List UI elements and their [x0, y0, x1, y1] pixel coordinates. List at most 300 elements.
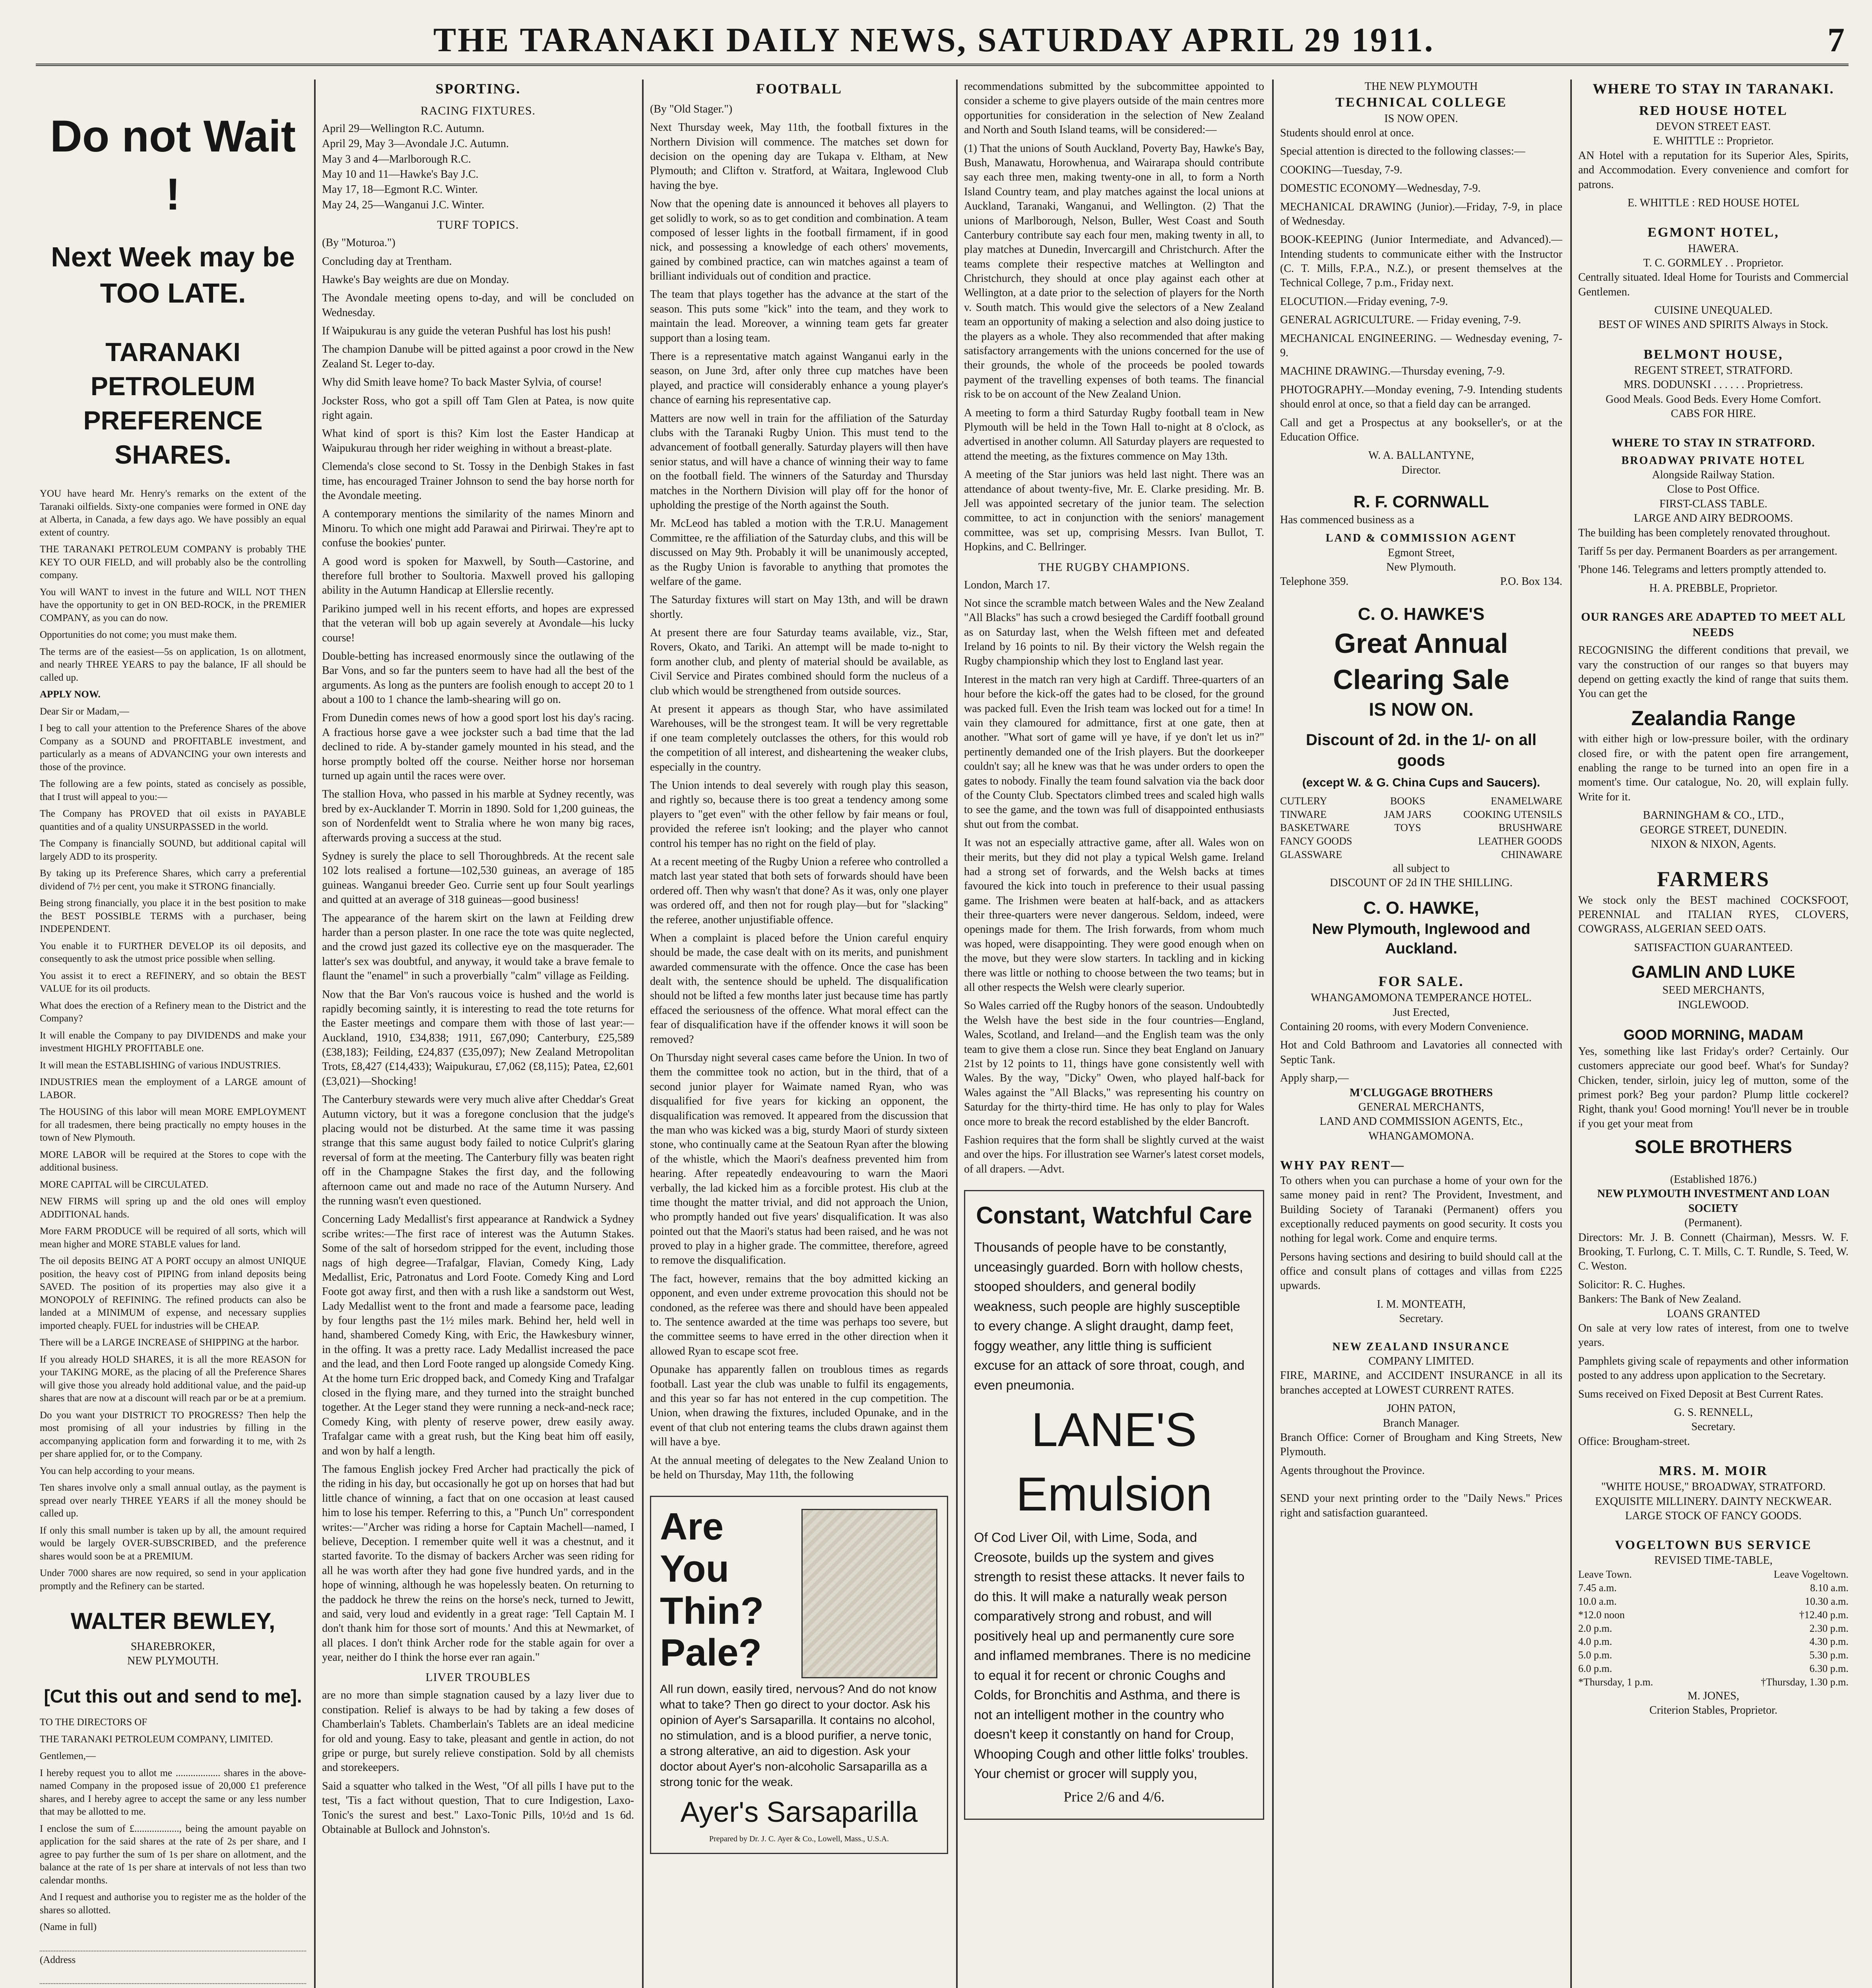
lanes-name: LANE'S	[1031, 1403, 1197, 1457]
rent-body2: Persons having sections and desiring to build should call at the office and consult plans of cottages and villas from £225 upwards.	[1280, 1250, 1562, 1292]
goods-item: TINWARE	[1280, 808, 1327, 820]
column-football	[650, 80, 948, 1988]
bus-time: 8.10 a.m.	[1810, 1582, 1849, 1594]
goods-item: BASKETWARE	[1280, 822, 1350, 834]
hawke-sale-line1: Great Annual	[1334, 627, 1508, 659]
cornwall-box: P.O. Box 134.	[1500, 575, 1562, 588]
article-paragraph: At present there are four Saturday teams available, viz., Star, Rovers, Okato, and Tariki. An attempt will be made to-night to form another club, and plenty of material should be available, as Civil Service and Pirates combined should form the nucleus of a club which would be strengthened from outside sources.	[650, 627, 948, 697]
for-sale-agent-title: GENERAL MERCHANTS,	[1358, 1101, 1484, 1113]
ad-paragraph: It will mean the ESTABLISHING of various INDUSTRIES.	[40, 1060, 281, 1071]
for-sale-rooms: Containing 20 rooms, with every Modern Convenience.	[1280, 1021, 1529, 1033]
egmont-wines: BEST OF WINES AND SPIRITS Always in Stock.	[1598, 318, 1828, 331]
article-paragraph: At the annual meeting of delegates to the New Zealand Union to be held on Thursday, May 11th, the following	[650, 1454, 948, 1481]
signature-title: SHAREBROKER,	[130, 1640, 215, 1653]
red-house-prop: E. WHITTLE :: Proprietor.	[1653, 135, 1774, 148]
form-paragraph: I hereby request you to allot me .................. shares in the above-named Company in the proposed issue of 20,000 £1 preference shares, and I hereby agree to accept the same or any less number that may be allotted to me.	[40, 1767, 306, 1817]
tech-call: Call and get a Prospectus at any bookseller's, or at the Education Office.	[1280, 416, 1562, 443]
hawke-discount: Discount of 2d. in the 1/- on all goods	[1306, 731, 1537, 769]
constant-care-heading: Constant, Watchful Care	[976, 1202, 1252, 1229]
for-sale-apply: Apply sharp,—	[1280, 1072, 1349, 1085]
ad-question: You	[660, 1547, 729, 1590]
bus-row	[1578, 1635, 1849, 1648]
ad-paragraph: You enable it to FURTHER DEVELOP its oil deposits, and consequently to ask the utmost price possible when selling.	[40, 940, 306, 965]
article-paragraph: A good word is spoken for Maxwell, by South—Castorine, and therefore full brother to Soultoria. Maxwell proved his galloping ability in the Autumn Handicap at Ellerslie recently.	[322, 555, 634, 597]
npi-body: On sale at very low rates of interest, from one to twelve years.	[1578, 1322, 1849, 1349]
lanes-price: Price 2/6 and 4/6.	[1063, 1788, 1165, 1805]
cornwall-name: R. F. CORNWALL	[1353, 492, 1489, 511]
sole-brothers-name: SOLE BROTHERS	[1634, 1136, 1792, 1157]
article-paragraph: So Wales carried off the Rugby honors of the season. Undoubtedly the Welsh have the best side in the four countries—England, Wales, Scotland, and Ireland—and the English team was the only team to give them a close run. Since they beat England on January 21st by 12 points to 11, things have gone consistently well with Wales. By the way, "Dicky" Owen, who played half-back for Wales against the "All Blacks," was representing his country on Saturday for the thirty-third time. He has only to play for Wales once more to break the record established by the elder Bancroft.	[964, 1000, 1264, 1128]
nz-agents: Agents throughout the Province.	[1280, 1464, 1425, 1477]
class-item: MECHANICAL ENGINEERING. — Wednesday evening, 7-9.	[1280, 332, 1562, 359]
article-paragraph: Concluding day at Trentham.	[322, 255, 452, 268]
article-paragraph: Not since the scramble match between Wales and the New Zealand "All Blacks" has such a crowd besieged the Cardiff football ground as on Saturday last, when the Welsh fifteen met and defeated Ireland by 16 points to nil. By their victory the Welsh regain the Rugby championship which they lost to England last year.	[964, 597, 1264, 668]
article-paragraph: On Thursday night several cases came before the Union. In two of them the committee took no action, but in the third, that of a second junior player for Waimate named Ryan, who was disqualified for five years for kicking an opponent, the disqualification was removed. It appeared from the discussion that the man who was kicked was a big, sturdy Maori of sturdy sixteen stone, who continually came at the Seatoun Ryan after the blowing of the whistle, which the Maori's deafness prevented him from hearing. After repeatedly endeavouring to warn the Maori verbally, the lad kicked him as a forcible protest. His club at the time thought the matter trivial, and did not approach the Union, who promptly handed out five years' disqualification. It was also pointed out that the Maori's status had been raised, and he was not proved to play in a higher grade. The committee, therefore, agreed to remove the disqualification.	[650, 1052, 948, 1267]
npi-permanent: (Permanent).	[1684, 1217, 1742, 1229]
npi-loans: LOANS GRANTED	[1666, 1307, 1760, 1320]
ayers-sarsaparilla-ad	[650, 1496, 948, 1854]
ad-question: Are	[660, 1505, 724, 1548]
bus-time: 6.30 p.m.	[1809, 1663, 1849, 1675]
emulsion-name: Emulsion	[1016, 1468, 1212, 1521]
ayers-maker: Prepared by Dr. J. C. Ayer & Co., Lowell, Mass., U.S.A.	[709, 1834, 889, 1843]
headline-do-not-wait: Do not Wait !	[50, 111, 296, 219]
fixture-item: April 29, May 3—Avondale J.C. Autumn.	[322, 138, 509, 150]
red-house-footer: E. WHITTLE : RED HOUSE HOTEL	[1628, 196, 1799, 209]
farmers-body: We stock only the BEST machined COCKSFOOT, PERENNIAL and ITALIAN RYES, CLOVERS, COWGRASS, ALGERIAN SEED OATS.	[1578, 894, 1849, 936]
goods-item: CUTLERY	[1280, 795, 1327, 807]
for-sale-baths: Hot and Cold Bathroom and Lavatories all connected with Septic Tank.	[1280, 1039, 1562, 1066]
bus-header-row	[1578, 1568, 1849, 1581]
cornwall-town: New Plymouth.	[1386, 561, 1456, 573]
tech-director-title: Director.	[1401, 464, 1441, 476]
broadway-body: The building has been completely renovated throughout.	[1578, 526, 1830, 539]
article-paragraph: At present it appears as though Star, who have assimilated Warehouses, will be the strongest team. It will be very regrettable if one team completely outclasses the others, for this would rob the competition of all interest, and disheartening the weaker clubs, especially in the country.	[650, 703, 948, 773]
cornwall-telephone: Telephone 359.	[1280, 575, 1349, 588]
belmont-prop: MRS. DODUNSKI . . . . . . Proprietress.	[1624, 379, 1803, 391]
article-paragraph: Opunake has apparently fallen on troublous times as regards football. Last year the club was unable to fulfil its engagements, and this year so far has not entered in the cup competition. The Union, when drawing the fixtures, included Opunake, and in the event of that club not entering teams the clubs drawn against them will have a bye.	[650, 1363, 948, 1448]
ad-paragraph: What does the erection of a Refinery mean to the District and the Company?	[40, 1000, 306, 1024]
form-paragraph: And I request and authorise you to register me as the holder of the shares so allotted.	[40, 1892, 306, 1916]
bus-col-header: Leave Town.	[1578, 1569, 1632, 1580]
goods-item: CHINAWARE	[1501, 848, 1562, 860]
fixture-item: May 10 and 11—Hawke's Bay J.C.	[322, 168, 479, 181]
egmont-body: Centrally situated. Ideal Home for Tourists and Commercial Gentlemen.	[1578, 271, 1849, 298]
npi-solicitor: Solicitor: R. C. Hughes.	[1578, 1278, 1686, 1291]
tech-heading: THE NEW PLYMOUTH	[1364, 80, 1478, 93]
npi-established: (Established 1876.)	[1670, 1173, 1757, 1186]
nz-heading2: COMPANY LIMITED.	[1368, 1355, 1474, 1368]
turf-topics-heading: TURF TOPICS.	[437, 218, 519, 232]
technical-college-ad	[1280, 80, 1562, 478]
class-item: COOKING—Tuesday, 7-9.	[1280, 163, 1403, 176]
fashion-advt: Fashion requires that the form shall be slightly curved at the waist and over the hips. For illustration see Warner's latest corset models, of all drapers. —Advt.	[964, 1134, 1264, 1175]
bus-note: *Thursday, 1 p.m.	[1578, 1676, 1653, 1688]
article-paragraph: What kind of sport is this? Kim lost the Easter Handicap at Waipukurau through her rider weighing in without a breast-plate.	[322, 427, 634, 454]
ad-paragraph: Being strong financially, you place it in the best position to make the BEST POSSIBLE TERMS with a purchaser, being INDEPENDENT.	[40, 898, 306, 935]
description-field-label	[40, 1986, 306, 1988]
for-sale-agent: M'CLUGGAGE BROTHERS	[1349, 1086, 1493, 1099]
ad-paragraph: The terms are of the easiest—5s on application, 1s on allotment, and nearly THREE YEARS to pay the balance, IF all should be called up.	[40, 646, 306, 683]
column-rugby	[964, 80, 1264, 1988]
hawke-subject: all subject to	[1393, 862, 1450, 875]
tech-college-name: TECHNICAL COLLEGE	[1335, 95, 1507, 110]
form-paragraph: I enclose the sum of £.................., being the amount payable on application for the said shares at the rate of 2s per share, and I agree to pay further the sum of 1s per share on allotment, and the balance at the rate of 1s per share at intervals of not less than two calendar months.	[40, 1823, 306, 1886]
article-paragraph: There is a representative match against Wanganui early in the season, on June 3rd, after only three cup matches have been played, and practice will considerably enhance a young player's chance of earning his representative cap.	[650, 350, 948, 406]
bus-time: 7.45 a.m.	[1578, 1582, 1617, 1594]
column-rule	[314, 80, 316, 1988]
article-paragraph: The champion Danube will be pitted against a poor crowd in the New Zealand St. Leger to-day.	[322, 343, 634, 370]
bus-time: 5.0 p.m.	[1578, 1649, 1612, 1661]
article-paragraph: recommendations submitted by the subcommittee appointed to consider a scheme to give players outside of the main centres more opportunities for consideration in the selection of New Zealand and North and South Island teams, will be considered:—	[964, 80, 1264, 136]
bus-time: 4.0 p.m.	[1578, 1636, 1612, 1648]
bus-time: 2.30 p.m.	[1809, 1622, 1849, 1634]
broadway-location: Alongside Railway Station.	[1652, 469, 1775, 481]
goods-item: COOKING UTENSILS	[1463, 808, 1562, 820]
good-morning-body: Yes, something like last Friday's order? Certainly. Our customers appreciate our good beef. What's for Sunday? Chicken, tender, sirloin, juicy leg of mutton, some of the primest pork? Beg your pardon? Plump little cockerel? Right, thank you! Good morning! You'll never be in trouble if you get your meat from	[1578, 1045, 1849, 1130]
moir-trade: EXQUISITE MILLINERY. DAINTY NECKWEAR.	[1595, 1495, 1832, 1508]
hawke-name: C. O. HAWKE'S	[1358, 604, 1485, 624]
nz-heading1: NEW ZEALAND INSURANCE	[1332, 1340, 1510, 1353]
npi-secretary-title: Secretary.	[1691, 1421, 1736, 1433]
column-rule	[1272, 80, 1274, 1988]
broadway-prop: H. A. PREBBLE, Proprietor.	[1649, 582, 1778, 594]
liver-troubles-heading: LIVER TROUBLES	[425, 1671, 531, 1684]
ayers-body: All run down, easily tired, nervous? And do not know what to take? Then go direct to your doctor. Ask his opinion of Ayer's Sarsaparilla. It contains no alcohol, no stimulation, and is a blood purifier, a nerve tonic, a strong alterative, an aid to digestion. Ask your doctor about Ayer's non-alcoholic Sarsaparilla as a strong tonic for the weak.	[660, 1683, 937, 1789]
goods-item: BRUSHWARE	[1498, 822, 1562, 834]
red-house-body: AN Hotel with a reputation for its Superior Ales, Spirits, and Accommodation. Every convenience and comfort for patrons.	[1578, 149, 1849, 191]
form-gentlemen: Gentlemen,—	[40, 1751, 96, 1762]
ad-paragraph: MORE LABOR will be required at the Stores to cope with the additional business.	[40, 1149, 306, 1173]
why-pay-rent-ad	[1280, 1157, 1562, 1326]
form-company: THE TARANAKI PETROLEUM COMPANY, LIMITED.	[40, 1734, 273, 1745]
farmers-guarantee: SATISFACTION GUARANTEED.	[1634, 941, 1793, 954]
goods-item: FANCY GOODS	[1280, 835, 1352, 847]
ranges-address: GEORGE STREET, DUNEDIN.	[1640, 823, 1787, 836]
goods-item: LEATHER GOODS	[1478, 835, 1562, 847]
bus-prop: M. JONES,	[1688, 1689, 1739, 1702]
hawke-sale-line2: Clearing Sale	[1333, 664, 1509, 695]
lanes-body: Of Cod Liver Oil, with Lime, Soda, and Creosote, builds up the system and gives strength to resist these attacks. It never fails to do this. It will make a naturally weak person comparatively strong and robust, and will positively heal up and permanently cure sore and inflamed membranes. There is no medicine to equal it for recent or chronic Coughs and Colds, for Bronchitis and Asthma, and there is not an intelligent mother in the country who doesn't keep it constantly on hand for Croup, Whooping Cough and other little folks' troubles. Your chemist or grocer will supply you,	[974, 1530, 1251, 1781]
ad-paragraph: I beg to call your attention to the Preference Shares of the above Company as a SOUND and PROFITABLE investment, and particularly as a means of ADVANCING your own interests and those of the province.	[40, 723, 306, 773]
signature-name: WALTER BEWLEY,	[70, 1608, 275, 1635]
nz-insurance-ad	[1280, 1340, 1562, 1478]
npi-name: NEW PLYMOUTH INVESTMENT AND LOAN SOCIETY	[1597, 1188, 1830, 1215]
bus-time: 10.0 a.m.	[1578, 1596, 1617, 1607]
page-number: 7	[1827, 21, 1845, 59]
hawke-towns: New Plymouth, Inglewood and Auckland.	[1312, 920, 1531, 957]
hawke-discount2: DISCOUNT OF 2d IN THE SHILLING.	[1330, 877, 1513, 889]
bus-time: †12.40 p.m.	[1799, 1609, 1849, 1621]
for-sale-heading: FOR SALE.	[1378, 973, 1464, 990]
bus-row	[1578, 1608, 1849, 1622]
good-morning-heading: GOOD MORNING, MADAM	[1624, 1027, 1803, 1043]
bus-subheading: REVISED TIME-TABLE,	[1654, 1554, 1773, 1567]
column-petroleum-ad	[40, 80, 306, 1988]
broadway-rooms: LARGE AND AIRY BEDROOMS.	[1633, 512, 1793, 525]
article-paragraph: The Union intends to deal severely with rough play this season, and rightly so, because there is too great a tendency among some players to "get even" with the other fellow by fair means or foul, provided the referee isn't looking; and the player who cannot control his temper has no right on the field of play.	[650, 779, 948, 850]
gamlin-luke-name: GAMLIN AND LUKE	[1631, 962, 1795, 982]
article-paragraph: Mr. McLeod has tabled a motion with the T.R.U. Management Committee, re the affiliation of the Saturday clubs, and this will be discussed on May 9th. Probably it will be unanimously accepted, as the Rugby Union is favorable to anything that promotes the welfare of the game.	[650, 517, 948, 588]
bus-service-heading: VOGELTOWN BUS SERVICE	[1615, 1538, 1812, 1552]
ad-paragraph: MORE CAPITAL will be CIRCULATED.	[40, 1179, 209, 1190]
article-paragraph: (1) That the unions of South Auckland, Poverty Bay, Hawke's Bay, Bush, Manawatu, Horowhenua, and Wairarapa should contribute say each three men, making twenty-one in all, to form a North Island Country team, and play matches against the local unions at Auckland, Taranaki, Wanganui, and Wellington. (2) That the unions of Marlborough, Nelson, Buller, West Coast and South Canterbury contribute say each four men, making twenty in all, to play matches at Dunedin, Invercargill and Christchurch. After the teams complete their respective matches at Wellington and Christchurch, they should at once play against each other at Wellington, at a date prior to the selection of players for the North v. South match. This would give the selectors of a New Zealand team an opportunity of making a selection and also doing justice to the players as a whole. They also recommended that after making satisfactory arrangements with the unions concerned for the use of their grounds, the whole of the proceeds be pooled towards payment of the travelling expenses of both teams. The financial risk to be on account of the New Zealand Union.	[964, 142, 1264, 401]
article-paragraph: It was not an especially attractive game, after all. Wales won on their merits, but they did not play a typical Welsh game. Ireland had a strong set of forwards, and the Welsh backs at times favoured the kick into touch in preference to their usual passing game. The Irishmen were beaten at half-back, and as attackers their three-quarters were never dangerous. Seldom, indeed, were openings made for them. The Irish forwards, from whom much was hoped, were disappointing. They were good enough when on the move, but they were slow starters. In tackling and in kicking there was little or nothing to choose between the two teams; but in all other respects the Welsh were clearly superior.	[964, 837, 1264, 994]
article-paragraph: The fact, however, remains that the boy admitted kicking an opponent, and even under extreme provocation this should not be condoned, as the referee was there and should have been appealed to. The sentence awarded at the time was perhaps too severe, but the committee seems to have erred in the other direction when it allowed Ryan to escape scot free.	[650, 1272, 948, 1357]
belmont-house-name: BELMONT HOUSE,	[1643, 347, 1783, 362]
egmont-prop: T. C. GORMLEY . . Proprietor.	[1643, 256, 1784, 269]
belmont-body: Good Meals. Good Beds. Every Home Comfort.	[1605, 393, 1822, 406]
ad-question: Thin?	[660, 1589, 764, 1632]
stratford-heading: WHERE TO STAY IN STRATFORD.	[1612, 436, 1815, 449]
cornwall-ad	[1280, 491, 1562, 589]
cornwall-street: Egmont Street,	[1388, 546, 1455, 559]
nz-branch: Branch Office: Corner of Brougham and King Streets, New Plymouth.	[1280, 1431, 1562, 1458]
ad-paragraph: The Company has PROVED that oil exists in PAYABLE quantities and of a quality UNSURPASSED in the world.	[40, 808, 306, 832]
tech-director: W. A. BALLANTYNE,	[1368, 449, 1474, 462]
nz-manager-title: Branch Manager.	[1383, 1417, 1460, 1429]
section-heading-football: FOOTBALL	[756, 81, 842, 97]
ad-paragraph: If only this small number is taken up by all, the amount required would be largely OVER-SUBSCRIBED, and the preference shares would soon be at a PREMIUM.	[40, 1525, 306, 1562]
broadway-table: FIRST-CLASS TABLE.	[1659, 497, 1767, 510]
rent-body: To others when you can purchase a home of your own for the same money paid in rent? The Provident, Investment, and Building Society of Taranaki (Permanent) offers you exceptionally reduced payments on good security. It costs you nothing for legal work. Come and enquire terms.	[1280, 1174, 1562, 1245]
ad-paragraph: More FARM PRODUCE will be required of all sorts, which will mean higher and MORE STABLE values for land.	[40, 1226, 306, 1250]
article-paragraph: Double-betting has increased enormously since the outlawing of the Bar Vons, and so far the punters seem to have had all the best of the arguments. As long as the punters are foolish enough to accept 20 to 1 about a 100 to 1 chance the lamb-shearing will go on.	[322, 650, 634, 706]
tech-enrol: Students should enrol at once.	[1280, 126, 1414, 139]
masthead-title: THE TARANAKI DAILY NEWS, SATURDAY APRIL 29 1911.	[433, 21, 1435, 59]
column-rule	[1570, 80, 1572, 1988]
ayers-name: Ayer's Sarsaparilla	[680, 1796, 918, 1829]
apply-now-text: APPLY NOW.	[40, 689, 101, 700]
class-item: PHOTOGRAPHY.—Monday evening, 7-9. Intending students should enrol at once, so that a field day can be arranged.	[1280, 383, 1562, 411]
ad-paragraph: The Company is financially SOUND, but additional capital will largely ADD to its prosperity.	[40, 838, 306, 862]
article-paragraph: The Saturday fixtures will start on May 13th, and will be drawn shortly.	[650, 594, 948, 621]
broadway-short: Close to Post Office.	[1667, 483, 1760, 496]
bus-notes	[1578, 1675, 1849, 1689]
article-paragraph: Now that the opening date is announced it behoves all players to get solidly to work, so as to get condition and combination. A team composed of lesser lights in the football firmament, if in good nick, and possessing a knowledge of each others' movements, gained by combined practice, can win matches against a team of brilliant individuals out of condition and practice.	[650, 198, 948, 283]
form-to-line: TO THE DIRECTORS OF	[40, 1717, 147, 1728]
article-paragraph: The stallion Hova, who passed in his marble at Sydney recently, was bred by ex-Aucklander T. Morrin in 1890. Sold for 1,200 guineas, the son of Nordenfeldt went to Stralia where he won many big races, afterwards proving a success at the stud.	[322, 788, 634, 844]
class-item: GENERAL AGRICULTURE. — Friday evening, 7-9.	[1280, 314, 1521, 326]
red-house-name: RED HOUSE HOTEL	[1639, 103, 1788, 118]
cut-out-notice: [Cut this out and send to me].	[44, 1685, 302, 1706]
ad-paragraph: THE TARANAKI PETROLEUM COMPANY is probably THE KEY TO OUR FIELD, and will probably also be the controlling company.	[40, 544, 306, 581]
tech-attention: Special attention is directed to the following classes:—	[1280, 145, 1525, 158]
ad-paragraph: INDUSTRIES mean the employment of a LARGE amount of LABOR.	[40, 1077, 306, 1101]
ad-paragraph: The oil deposits BEING AT A PORT occupy an almost UNIQUE position, the heavy cost of PIPING from inland deposits being SAVED. The position of its properties may also give it a MONOPOLY of REFINING. The refined products can also be landed at a MINIMUM of expense, and necessary supplies imported cheaply. FUEL for industries will be CHEAP.	[40, 1256, 306, 1331]
ad-paragraph: If you already HOLD SHARES, it is all the more REASON for your TAKING MORE, as the placing of all the Preference Shares will give those you already hold additional value, and the paid-up shares that are now at a discount will reach par or be at a premium.	[40, 1354, 306, 1404]
signature-town: NEW PLYMOUTH.	[127, 1655, 219, 1668]
egmont-cuisine: CUISINE UNEQUALED.	[1654, 304, 1773, 317]
article-paragraph: Hawke's Bay weights are due on Monday.	[322, 273, 509, 286]
article-paragraph: When a complaint is placed before the Union careful enquiry should be made, the case dealt with on its merits, and punishment awarded commensurate with the offence. Once the case has been dealt with, the sentence should be upheld. The disqualification should not be lifted a few months later just because time has partly effaced the seriousness of the offence. What moral effect can the fear of disqualification have if the offender knows it will soon be removed?	[650, 932, 948, 1046]
nz-body: FIRE, MARINE, and ACCIDENT INSURANCE in all its branches accepted at LOWEST CURRENT RATES.	[1280, 1369, 1562, 1396]
article-paragraph: Next Thursday week, May 11th, the football fixtures in the Northern Division will commence. The matches set down for decision on the opening day are Tukapa v. Eltham, at New Plymouth; and Clifton v. Stratford, at Waitara, Inglewood Club having the bye.	[650, 121, 948, 192]
nz-manager: JOHN PATON,	[1387, 1402, 1456, 1415]
goods-item: JAM JARS	[1384, 808, 1432, 820]
fixture-list	[322, 122, 634, 212]
broadway-tariff: Tariff 5s per day. Permanent Boarders as per arrangement.	[1578, 545, 1837, 557]
print-order-notice: SEND your next printing order to the "Daily News." Prices right and satisfaction guaranteed.	[1280, 1492, 1562, 1519]
bus-time: 10.30 a.m.	[1805, 1596, 1849, 1607]
bus-time: *12.0 noon	[1578, 1609, 1625, 1621]
bus-time: 5.30 p.m.	[1809, 1649, 1849, 1661]
ad-paragraph: You assist it to erect a REFINERY, and so obtain the BEST VALUE for its oil products.	[40, 970, 306, 994]
belmont-street: REGENT STREET, STRATFORD.	[1634, 364, 1793, 377]
article-paragraph: The appearance of the harem skirt on the lawn at Feilding drew harder than a person plaster. In one race the tote was quite neglected, and the crowd just gazed its collective eye on the masquerader. The latter's sex was doubtful, and anyway, it would take a brave female to flaunt the "enamel" in such a proverbially "calm" village as Feilding.	[322, 912, 634, 982]
egmont-town: HAWERA.	[1688, 242, 1739, 255]
moir-stock: LARGE STOCK OF FANCY GOODS.	[1625, 1510, 1802, 1522]
hawke-now-on: IS NOW ON.	[1369, 699, 1474, 720]
ranges-body2: with either high or low-pressure boiler, with the ordinary closed fire, or with the patent open fire arrangement, enabling the range to be turned into an open fire in a moment's time. Our catalogue, No. 20, will explain fully. Write for it.	[1578, 733, 1849, 803]
npi-secretary: G. S. RENNELL,	[1674, 1406, 1753, 1419]
rent-name: I. M. MONTEATH,	[1377, 1298, 1466, 1310]
article-paragraph: From Dunedin comes news of how a good sport lost his day's racing. A fractious horse gave a wee jockster such a bad time that the lad declined to ride. A by-stander gamely mounted in his stead, and the horse promptly bolted off the course. Neither horse nor horseman turned up again until the races were over.	[322, 712, 634, 782]
goods-item: BOOKS	[1390, 795, 1426, 807]
racing-fixtures-heading: RACING FIXTURES.	[420, 104, 536, 117]
goods-item: GLASSWARE	[1280, 848, 1342, 860]
article-paragraph: A contemporary mentions the similarity of the names Minorn and Minoru. To which one might add Parawai and Pirirwai. They're apt to confuse the bookies' punter.	[322, 508, 634, 549]
broadway-hotel-name: BROADWAY PRIVATE HOTEL	[1621, 454, 1806, 467]
moir-name: MRS. M. MOIR	[1659, 1464, 1768, 1479]
npi-sums: Sums received on Fixed Deposit at Best Current Rates.	[1578, 1388, 1824, 1400]
ad-paragraph: Opportunities do not come; you must make them.	[40, 629, 237, 641]
ranges-body: RECOGNISING the different conditions that prevail, we vary the construction of our ranges so that buyers may depend on getting exactly the kind of range that suits them. You can get the	[1578, 644, 1849, 700]
npi-directors: Directors: Mr. J. B. Connett (Chairman), Messrs. W. F. Brooking, T. Furlong, C. T. Mills, C. T. Rundle, S. Teed, W. C. Weston.	[1578, 1231, 1849, 1273]
class-item: MECHANICAL DRAWING (Junior).—Friday, 7-9, in place of Wednesday.	[1280, 200, 1562, 227]
red-house-street: DEVON STREET EAST.	[1656, 120, 1771, 133]
article-paragraph: A meeting of the Star juniors was held last night. There was an attendance of about twenty-five, Mr. E. Clarke presiding. Mr. B. Jell was appointed secretary of the junior team. The selection committee, to act in conjunction with the seniors' management committee, was set up, comprising Messrs. Ivan Bullot, T. Hopkins, and C. Bellringer.	[964, 468, 1264, 553]
class-item: ELOCUTION.—Friday evening, 7-9.	[1280, 295, 1448, 308]
farmers-heading: FARMERS	[1657, 867, 1770, 891]
npi-bankers: Bankers: The Bank of New Zealand.	[1578, 1293, 1742, 1306]
masthead	[36, 16, 1849, 66]
article-paragraph: Why did Smith leave home? To back Master Sylvia, of course!	[322, 376, 602, 389]
ad-paragraph: NEW FIRMS will spring up and the old ones will employ ADDITIONAL hands.	[40, 1196, 306, 1220]
hawke-sale-ad	[1280, 603, 1562, 959]
byline: (By "Moturoa.")	[322, 237, 396, 249]
ad-paragraph: Under 7000 shares are now required, so send in your application promptly and the Refinery can be started.	[40, 1568, 306, 1592]
column-where-to-stay	[1578, 80, 1849, 1988]
goods-item: TOYS	[1394, 822, 1421, 834]
cornwall-line: Has commenced business as a	[1280, 513, 1414, 526]
broadway-phone: 'Phone 146. Telegrams and letters promptly attended to.	[1578, 563, 1826, 576]
dateline: London, March 17.	[964, 579, 1050, 591]
ad-question: Pale?	[660, 1631, 762, 1674]
article-paragraph: Said a squatter who talked in the West, "Of all pills I have put to the test, 'Tis a fact without question, That to cure Indigestion, Laxo-Tonic's the surest and best." Laxo-Tonic Pills, 10½d and 1s 6d. Obtainable at Bullock and Johnston's.	[322, 1780, 634, 1836]
lanes-emulsion-ad	[964, 1190, 1264, 1820]
ad-paragraph: You can help according to your means.	[40, 1465, 195, 1476]
constant-care-body: Thousands of people have to be constantly, unceasingly guarded. Born with hollow chests, stooped shoulders, and general bodily weakness, such people are highly susceptible to every change. A slight draught, damp feet, foggy weather, any little thing is sufficient excuse for an attack of sore throat, cough, and even pneumonia.	[974, 1240, 1245, 1392]
article-paragraph: The Avondale meeting opens to-day, and will be concluded on Wednesday.	[322, 292, 634, 319]
bus-time: 6.0 p.m.	[1578, 1663, 1612, 1675]
bus-note: †Thursday, 1.30 p.m.	[1761, 1676, 1849, 1688]
application-form	[40, 1716, 306, 1988]
column-rule	[642, 80, 644, 1988]
column-sporting	[322, 80, 634, 1988]
class-item: MACHINE DRAWING.—Thursday evening, 7-9.	[1280, 365, 1505, 378]
article-paragraph: If Waipukurau is any guide the veteran Pushful has lost his push!	[322, 325, 611, 338]
column-rule	[956, 80, 958, 1988]
ad-paragraph: Ten shares involve only a small annual outlay, as the payment is spread over nearly THREE YEARS if all the money should be called up.	[40, 1482, 306, 1519]
ad-paragraph: The HOUSING of this labor will mean MORE EMPLOYMENT for all tradesmen, there being practically no empty houses in the town of New Plymouth.	[40, 1107, 306, 1143]
woman-illustration	[801, 1509, 937, 1678]
for-sale-ad	[1280, 972, 1562, 1143]
article-paragraph: Jockster Ross, who got a spill off Tam Glen at Patea, is now quite right again.	[322, 394, 634, 422]
fixture-item: May 3 and 4—Marlborough R.C.	[322, 153, 471, 165]
egmont-hotel-name: EGMONT HOTEL,	[1647, 225, 1779, 240]
tech-open: IS NOW OPEN.	[1384, 112, 1458, 125]
fixture-item: May 24, 25—Wanganui J.C. Winter.	[322, 198, 485, 211]
article-paragraph: Parikino jumped well in his recent efforts, and hopes are expressed that the veteran will bob up again severely at Avondale—his lucky course!	[322, 602, 634, 644]
article-paragraph: Clemenda's close second to St. Tossy in the Denbigh Stakes in fast time, has encouraged Trainer Johnson to send the bay horse north for the Avondale meeting.	[322, 460, 634, 502]
fixture-item: May 17, 18—Egmont R.C. Winter.	[322, 183, 478, 196]
for-sale-agent-title2: LAND AND COMMISSION AGENTS, Etc.,	[1319, 1115, 1523, 1128]
byline: (By "Old Stager.")	[650, 103, 733, 115]
article-paragraph: Matters are now well in train for the affiliation of the Saturday clubs with the Taranaki Rugby Union. This must tend to the advancement of football generally. Saturday players will then have senior status, and will have a chance of winning their way to fame on the football field. The winners of the Saturday and Thursday matches in the Northern Division will play off for the honor of upholding the prestige of the North against the South.	[650, 412, 948, 511]
goods-item: ENAMELWARE	[1490, 795, 1562, 807]
bus-row	[1578, 1662, 1849, 1675]
bus-row	[1578, 1581, 1849, 1595]
article-paragraph: The Canterbury stewards were very much alive after Cheddar's Great Autumn victory, but it was a foregone conclusion that the judge's placing would not be disturbed. At the same time it was passing strange that this same august body failed to notice Culprit's glaring reversal of form at the meeting. The Canterbury filly was beaten right off in the Champagne Stakes the first day, and the following afternoon came out and made no race of the Autumn Nursery. And the running wasn't even questioned.	[322, 1093, 634, 1207]
article-paragraph: A meeting to form a third Saturday Rugby football team in New Plymouth will be held in the Town Hall to-night at 8 o'clock, as advertised in another column. All Saturday players are requested to attend the meeting, as the fixtures commence on May 13th.	[964, 406, 1264, 462]
bus-row	[1578, 1595, 1849, 1608]
ranges-heading: OUR RANGES ARE ADAPTED TO MEET ALL NEEDS	[1581, 610, 1846, 639]
zealandia-range-name: Zealandia Range	[1631, 707, 1796, 730]
headline-next-week: Next Week may be TOO LATE.	[51, 241, 295, 309]
hawke-goods	[1280, 794, 1562, 862]
section-heading-sporting: SPORTING.	[435, 81, 521, 97]
ranges-agents: NIXON & NIXON, Agents.	[1651, 838, 1776, 851]
npi-office: Office: Brougham-street.	[1578, 1435, 1690, 1448]
class-item: BOOK-KEEPING (Junior Intermediate, and Advanced).—Intending students to communicate either with the Instructor (C. T. Mills, F.P.A., N.Z.), or present themselves at the Technical College, 7 p.m., Friday next.	[1280, 233, 1562, 289]
article-paragraph: Interest in the match ran very high at Cardiff. Three-quarters of an hour before the kick-off the gates had to be closed, for the ground was packed full. Even the Irish team was locked out for a time! In vain they clamoured for admittance, first at one gate, then at another. "What sort of game will ye have, if ye don't let us in?" pertinently demanded one of the Irish players. But the doorkeeper couldn't say; all he knew was that he was under orders to open the gates to nobody. Finally the team found salvation via the back door of the County Club. Spectators climbed trees and scaled high walls to see the game, and the town was full of disappointed enthusiasts shut out from the combat.	[964, 673, 1264, 831]
article-paragraph: Sydney is surely the place to sell Thoroughbreds. At the recent sale 102 lots realised a fortune—102,530 guineas, an average of 185 guineas. Wanganui breeder Geo. Currie sent up four Soult yearlings and quitted at an average of 318 guineas—good business!	[322, 850, 634, 906]
bus-row	[1578, 1622, 1849, 1635]
rent-title: Secretary.	[1399, 1312, 1443, 1325]
class-item: DOMESTIC ECONOMY—Wednesday, 7-9.	[1280, 182, 1481, 195]
gamlin-town: INGLEWOOD.	[1678, 998, 1749, 1011]
bus-time: 4.30 p.m.	[1809, 1636, 1849, 1648]
ad-paragraph: Do you want your DISTRICT TO PROGRESS? Then help the most promising of all your industries by filling in the accompanying application form and forwarding it to me, with 2s per share applied for, or to the Company.	[40, 1409, 306, 1460]
headline-preference-shares: TARANAKI PETROLEUM PREFERENCE SHARES.	[83, 337, 263, 469]
rugby-champions-heading: THE RUGBY CHAMPIONS.	[1038, 560, 1190, 574]
for-sale-town: WHANGAMOMONA.	[1368, 1130, 1474, 1142]
ad-paragraph: YOU have heard Mr. Henry's remarks on the extent of the Taranaki oilfields. Sixty-one companies were formed in ONE day at Alberta, in Canada, a few days ago. We have possibly an equal extent of country.	[40, 488, 306, 538]
moir-house: "WHITE HOUSE," BROADWAY, STRATFORD.	[1601, 1481, 1826, 1493]
ad-paragraph: There will be a LARGE INCREASE of SHIPPING at the harbor.	[40, 1337, 299, 1348]
bus-time: 2.0 p.m.	[1578, 1622, 1612, 1634]
hawke-name2: C. O. HAWKE,	[1363, 898, 1479, 918]
bus-prop-title: Criterion Stables, Proprietor.	[1649, 1704, 1777, 1716]
address-field[interactable]	[40, 1969, 306, 1984]
gamlin-title: SEED MERCHANTS,	[1662, 984, 1765, 997]
ad-paragraph: It will enable the Company to pay DIVIDENDS and make your investment HIGHLY PROFITABLE one.	[40, 1030, 306, 1054]
salutation: Dear Sir or Madam,—	[40, 706, 129, 717]
cornwall-trade: LAND & COMMISSION AGENT	[1325, 532, 1517, 545]
for-sale-erected: Just Erected,	[1393, 1006, 1450, 1019]
for-sale-hotel: WHANGAMOMONA TEMPERANCE HOTEL.	[1311, 992, 1532, 1004]
ranges-maker: BARNINGHAM & CO., LTD.,	[1643, 809, 1784, 822]
column-notices	[1280, 80, 1562, 1988]
name-field-label: (Name in full)	[40, 1922, 97, 1933]
article-paragraph: Now that the Bar Von's raucous voice is hushed and the world is rapidly becoming saintly, it is interesting to read the tote returns for the Easter meetings and compare them with those of last year:—Auckland, 1910, £34,838; 1911, £67,090; Canterbury, £25,589 (£38,183); Feilding, £24,837 (£35,097); New Zealand Metropolitan Trots, £8,427 (£14,433); Waipukurau, £7,062 (£8,115); Patea, £2,601 (£3,021)—Shocking!	[322, 988, 634, 1087]
article-paragraph: are no more than simple stagnation caused by a lazy liver due to constipation. Relief is always to be had by taking a few doses of Chamberlain's Tablets. Chamberlain's Tablets are an ideal medicine for old and young. Easy to take, pleasant and gentle in action, do not gripe or purge, but surely relieve constipation. Sold by all chemists and storekeepers.	[322, 1689, 634, 1774]
rent-heading: WHY PAY RENT—	[1280, 1158, 1405, 1173]
ad-paragraph: By taking up its Preference Shares, which carry a preferential dividend of 7½ per cent, you make it STRONG financially.	[40, 868, 306, 892]
article-paragraph: Concerning Lady Medallist's first appearance at Randwick a Sydney scribe writes:—The first race of interest was the Autumn Stakes. Some of the salt of horsedom stripped for the event, including those nags of high degree—Trafalgar, Flavian, Comedy King, Lady Medallist, Eric, Patronatus and Lord Foote. Comedy King and Lord Foote got away first, and then with a rush like a sandstorm out West, Lady Medallist went to the front and made a fearsome pace, leading by four lengths past the 1½ miles mark. Behind her, held well in hand, shambered Comedy King, with Eric, the Hawkesbury winner, in the offing. It was a pretty race. Lady Medallist increased the pace and the lead, and then Lord Foote ranged up alongside Comedy King. At the home turn Eric dropped back, and Comedy King and Trafalgar closed in the flying mare, and they turned into the straight bunched together. At the Leger stand they were running a neck-and-neck race; Comedy King, with plenty of reserve power, drew easily away. Trafalgar came with a great rush, but the King beat him off easily, and won by half a length.	[322, 1213, 634, 1457]
name-field[interactable]	[40, 1936, 306, 1951]
